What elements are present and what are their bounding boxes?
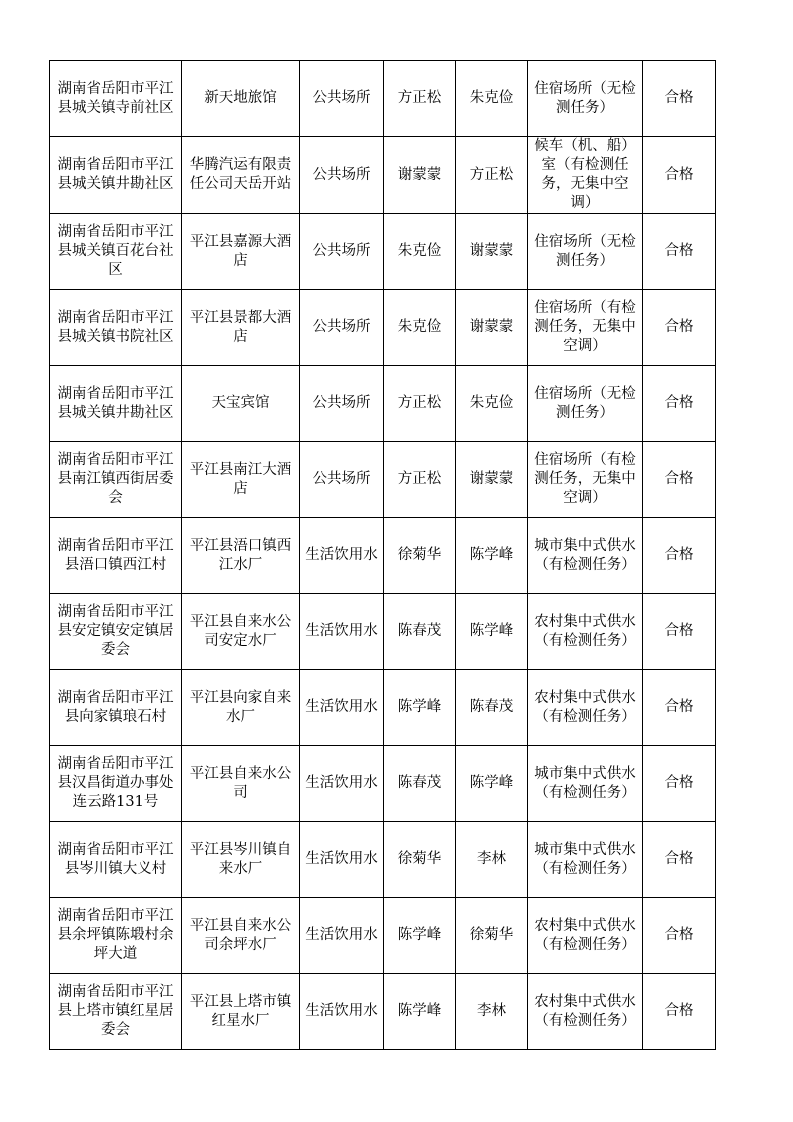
table-row xyxy=(50,366,716,442)
table-row xyxy=(50,746,716,822)
location-cell: 湖南省岳阳市平江县汉昌街道办事处连云路131号 xyxy=(50,746,182,822)
type-cell: 生活饮用水 xyxy=(300,974,384,1050)
category-cell: 农村集中式供水（有检测任务） xyxy=(528,594,643,670)
unit-cell: 平江县向家自来水厂 xyxy=(182,670,300,746)
category-cell: 农村集中式供水（有检测任务） xyxy=(528,898,643,974)
unit-cell: 平江县自来水公司 xyxy=(182,746,300,822)
category-cell: 住宿场所（无检测任务） xyxy=(528,61,643,137)
inspector1-cell: 陈春茂 xyxy=(384,594,456,670)
category-cell: 农村集中式供水（有检测任务） xyxy=(528,670,643,746)
result-cell: 合格 xyxy=(643,61,716,137)
inspector2-cell: 陈学峰 xyxy=(456,746,528,822)
inspector2-cell: 李林 xyxy=(456,974,528,1050)
category-cell: 农村集中式供水（有检测任务） xyxy=(528,974,643,1050)
inspector1-cell: 朱克俭 xyxy=(384,214,456,290)
location-cell: 湖南省岳阳市平江县南江镇西街居委会 xyxy=(50,442,182,518)
location-cell: 湖南省岳阳市平江县浯口镇西江村 xyxy=(50,518,182,594)
category-cell: 住宿场所（有检测任务，无集中空调） xyxy=(528,442,643,518)
type-cell: 生活饮用水 xyxy=(300,898,384,974)
result-cell: 合格 xyxy=(643,366,716,442)
location-cell: 湖南省岳阳市平江县城关镇井勘社区 xyxy=(50,137,182,214)
location-cell: 湖南省岳阳市平江县余坪镇陈塅村余坪大道 xyxy=(50,898,182,974)
inspector1-cell: 朱克俭 xyxy=(384,290,456,366)
inspector2-cell: 陈学峰 xyxy=(456,594,528,670)
result-cell: 合格 xyxy=(643,822,716,898)
location-cell: 湖南省岳阳市平江县城关镇井勘社区 xyxy=(50,366,182,442)
type-cell: 公共场所 xyxy=(300,290,384,366)
result-cell: 合格 xyxy=(643,974,716,1050)
category-cell: 城市集中式供水（有检测任务） xyxy=(528,746,643,822)
inspector1-cell: 方正松 xyxy=(384,366,456,442)
inspector2-cell: 谢蒙蒙 xyxy=(456,442,528,518)
result-cell: 合格 xyxy=(643,137,716,214)
result-cell: 合格 xyxy=(643,898,716,974)
type-cell: 公共场所 xyxy=(300,61,384,137)
type-cell: 生活饮用水 xyxy=(300,594,384,670)
inspector2-cell: 谢蒙蒙 xyxy=(456,214,528,290)
inspector2-cell: 朱克俭 xyxy=(456,61,528,137)
type-cell: 公共场所 xyxy=(300,366,384,442)
category-cell: 城市集中式供水（有检测任务） xyxy=(528,822,643,898)
unit-cell: 平江县嘉源大酒店 xyxy=(182,214,300,290)
result-cell: 合格 xyxy=(643,594,716,670)
inspector1-cell: 谢蒙蒙 xyxy=(384,137,456,214)
table-row xyxy=(50,137,716,214)
result-cell: 合格 xyxy=(643,290,716,366)
result-cell: 合格 xyxy=(643,746,716,822)
inspector2-cell: 徐菊华 xyxy=(456,898,528,974)
table-row xyxy=(50,214,716,290)
category-cell: 城市集中式供水（有检测任务） xyxy=(528,518,643,594)
result-cell: 合格 xyxy=(643,670,716,746)
table-row xyxy=(50,442,716,518)
unit-cell: 新天地旅馆 xyxy=(182,61,300,137)
type-cell: 公共场所 xyxy=(300,137,384,214)
unit-cell: 平江县岑川镇自来水厂 xyxy=(182,822,300,898)
result-cell: 合格 xyxy=(643,442,716,518)
table-row xyxy=(50,898,716,974)
location-cell: 湖南省岳阳市平江县上塔市镇红星居委会 xyxy=(50,974,182,1050)
location-cell: 湖南省岳阳市平江县向家镇琅石村 xyxy=(50,670,182,746)
inspector2-cell: 谢蒙蒙 xyxy=(456,290,528,366)
table-row xyxy=(50,974,716,1050)
unit-cell: 平江县自来水公司余坪水厂 xyxy=(182,898,300,974)
inspector1-cell: 陈学峰 xyxy=(384,670,456,746)
unit-cell: 平江县自来水公司安定水厂 xyxy=(182,594,300,670)
inspection-table xyxy=(49,60,716,1050)
result-cell: 合格 xyxy=(643,214,716,290)
table-row xyxy=(50,822,716,898)
table-row xyxy=(50,670,716,746)
type-cell: 公共场所 xyxy=(300,442,384,518)
location-cell: 湖南省岳阳市平江县城关镇寺前社区 xyxy=(50,61,182,137)
category-cell: 住宿场所（有检测任务，无集中空调） xyxy=(528,290,643,366)
category-cell: 住宿场所（无检测任务） xyxy=(528,214,643,290)
location-cell: 湖南省岳阳市平江县城关镇书院社区 xyxy=(50,290,182,366)
table-row xyxy=(50,61,716,137)
inspector2-cell: 陈春茂 xyxy=(456,670,528,746)
location-cell: 湖南省岳阳市平江县城关镇百花台社区 xyxy=(50,214,182,290)
table-row xyxy=(50,594,716,670)
unit-cell: 天宝宾馆 xyxy=(182,366,300,442)
unit-cell: 平江县浯口镇西江水厂 xyxy=(182,518,300,594)
unit-cell: 平江县上塔市镇红星水厂 xyxy=(182,974,300,1050)
unit-cell: 平江县南江大酒店 xyxy=(182,442,300,518)
inspector2-cell: 朱克俭 xyxy=(456,366,528,442)
type-cell: 生活饮用水 xyxy=(300,518,384,594)
inspector1-cell: 徐菊华 xyxy=(384,822,456,898)
inspector2-cell: 陈学峰 xyxy=(456,518,528,594)
category-cell: 住宿场所（无检测任务） xyxy=(528,366,643,442)
inspector2-cell: 李林 xyxy=(456,822,528,898)
type-cell: 公共场所 xyxy=(300,214,384,290)
result-cell: 合格 xyxy=(643,518,716,594)
category-cell: 候车（机、船）室（有检测任务，无集中空调） xyxy=(528,137,643,214)
type-cell: 生活饮用水 xyxy=(300,746,384,822)
table-row xyxy=(50,518,716,594)
type-cell: 生活饮用水 xyxy=(300,670,384,746)
inspector1-cell: 方正松 xyxy=(384,442,456,518)
location-cell: 湖南省岳阳市平江县岑川镇大义村 xyxy=(50,822,182,898)
inspector1-cell: 陈学峰 xyxy=(384,898,456,974)
inspector1-cell: 方正松 xyxy=(384,61,456,137)
inspector2-cell: 方正松 xyxy=(456,137,528,214)
type-cell: 生活饮用水 xyxy=(300,822,384,898)
table-row xyxy=(50,290,716,366)
unit-cell: 华腾汽运有限责任公司天岳开站 xyxy=(182,137,300,214)
location-cell: 湖南省岳阳市平江县安定镇安定镇居委会 xyxy=(50,594,182,670)
inspector1-cell: 陈学峰 xyxy=(384,974,456,1050)
inspector1-cell: 徐菊华 xyxy=(384,518,456,594)
unit-cell: 平江县景都大酒店 xyxy=(182,290,300,366)
inspector1-cell: 陈春茂 xyxy=(384,746,456,822)
